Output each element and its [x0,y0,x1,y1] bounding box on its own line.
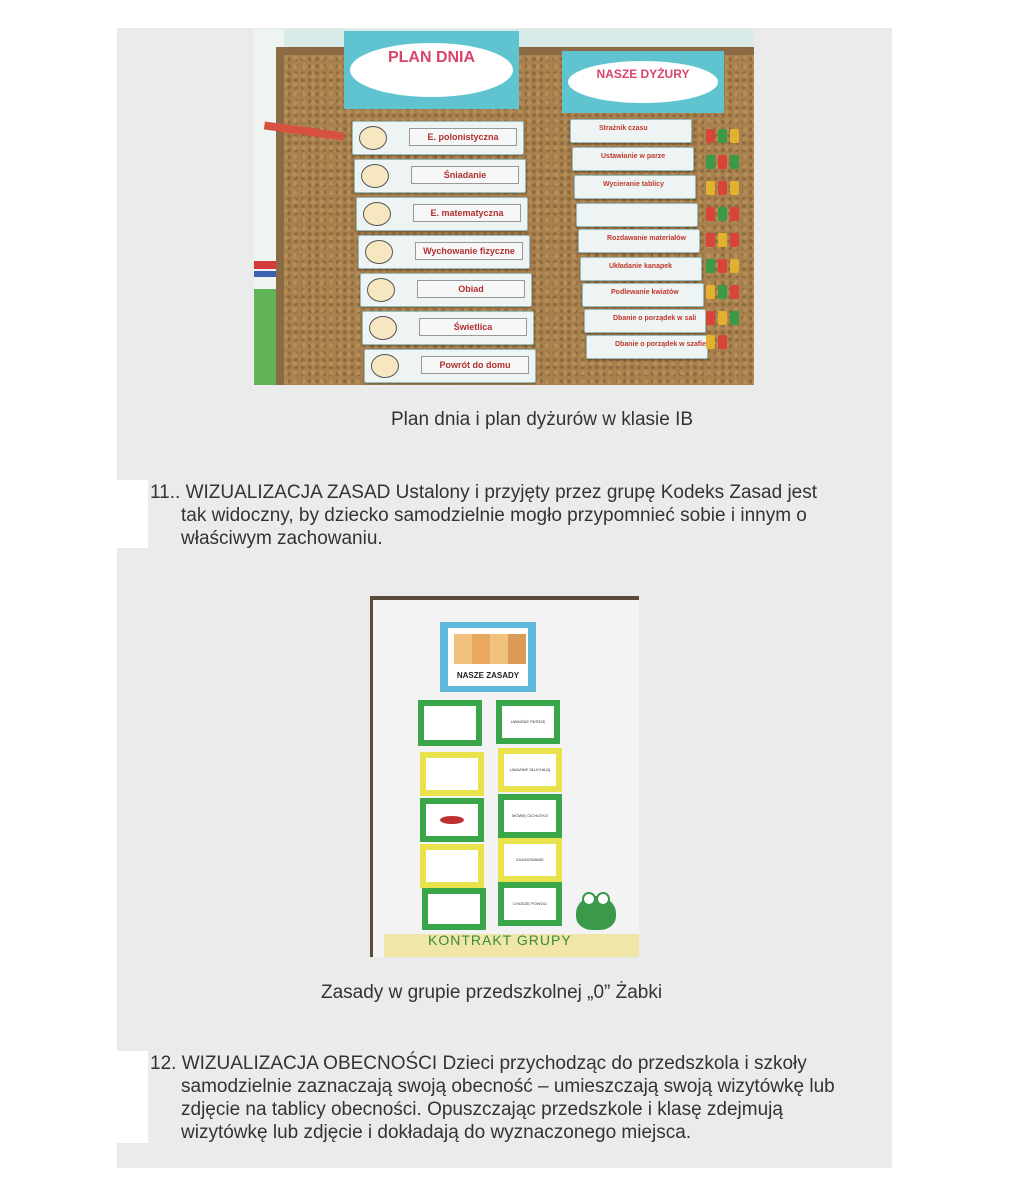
duty-card [574,175,696,199]
plan-card [360,273,532,307]
plan-card-label: Obiad [417,280,525,298]
duty-card [576,203,698,227]
plan-card-label: Śniadanie [411,166,519,184]
sign-nasze-dyzury-label: NASZE DYŻURY [568,61,718,103]
list-item-text: WIZUALIZACJA ZASAD Ustalony i przyjęty przez grupę Kodeks Zasad jest [185,482,818,503]
duty-card [580,257,702,281]
plan-card [354,159,526,193]
plan-card [356,197,528,231]
duty-card [578,229,700,253]
list-item-text: samodzielnie zaznaczają swoją obecność – umieszczają swoją wizytówkę lub [181,1076,835,1097]
photo-plan-dnia [254,29,754,385]
rule-label: MÓWIĘ CICHUTKO [504,800,556,832]
duty-card [584,309,706,333]
plan-card-label: E. matematyczna [413,204,521,222]
list-item-12 [150,1052,890,1144]
plan-card-label: Powrót do domu [421,356,529,374]
list-item-text: zdjęcie na tablicy obecności. Opuszczając przedszkole i klasę zdejmują [181,1099,783,1120]
duty-card-label: Rozdawanie materiałów [607,235,686,242]
list-item-number: 12. [150,1053,177,1074]
rules-title-card [440,622,536,692]
photo1-caption: Plan dnia i plan dyżurów w klasie IB [391,409,694,430]
duty-card [586,335,708,359]
page-margin-notch [117,480,148,548]
list-item-number: 11.. [150,482,181,503]
sign-nasze-dyzury [562,51,724,113]
duty-card-label: Wycieranie tablicy [603,181,664,188]
plan-card-label: Wychowanie fizyczne [415,242,523,260]
duty-card [570,119,692,143]
plan-card [358,235,530,269]
duty-card-label: Dbanie o porządek w sali [613,315,697,322]
list-item-text: tak widoczny, by dziecko samodzielnie mogło przypomnieć sobie i innym o [181,505,807,526]
rule-label: CHODZĘ POWOLI [504,888,556,920]
duty-card [582,283,704,307]
rule-label: UWAŻNIE PATRZĘ [502,706,554,738]
rule-label: ZAJ/MOWANIE [504,844,556,876]
plan-card [352,121,524,155]
plan-card [362,311,534,345]
list-item-text: właściwym zachowaniu. [181,528,383,549]
frog-icon [576,896,616,930]
duty-card-label: Ustawianie w parze [601,153,666,160]
sign-plan-dnia [344,31,519,109]
page-margin-notch [117,1051,148,1143]
plan-card-label: Świetlica [419,318,527,336]
plan-card [364,349,536,383]
duty-card-label: Podlewanie kwiatów [611,289,679,296]
duty-card [572,147,694,171]
duty-card-label: Układanie kanapek [609,263,673,270]
duty-card-label: Strażnik czasu [599,125,648,132]
sign-plan-dnia-label: PLAN DNIA [350,43,513,97]
photo-nasze-zasady [370,596,639,957]
list-item-text: WIZUALIZACJA OBECNOŚCI Dzieci przychodząc do przedszkola i szkoły [181,1053,807,1074]
duty-card-label: Dbanie o porządek w szafie [615,341,707,348]
rule-label: UWAŻNIE SŁUCHAJĄ [504,754,556,786]
photo2-caption: Zasady w grupie przedszkolnej „0” Żabki [321,982,663,1003]
contract-banner: KONTRAKT GRUPY [428,932,572,948]
list-item-text: wizytówkę lub zdjęcie i dokładają do wyznaczonego miejsca. [181,1122,692,1143]
rules-title: NASZE ZASADY [456,671,520,680]
plan-card-label: E. polonistyczna [409,128,517,146]
list-item-11 [150,481,890,550]
